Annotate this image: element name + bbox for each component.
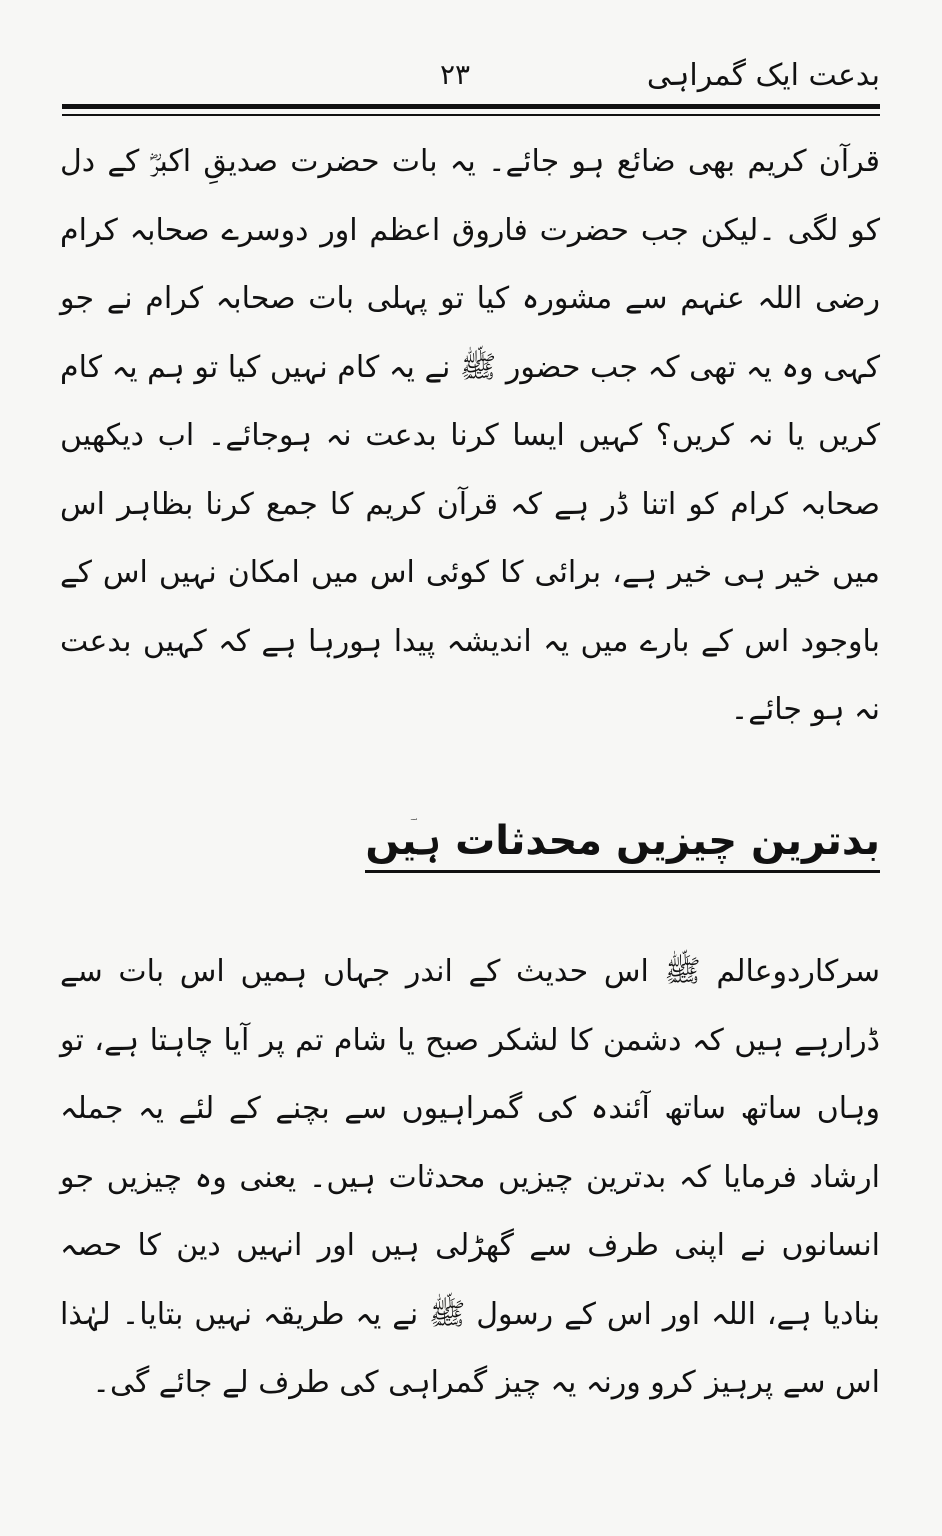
page-number: ۲۳ [440, 58, 471, 91]
book-title: بدعت ایک گمراہی [646, 58, 880, 93]
body-paragraph-1: قرآن کریم بھی ضائع ہو جائے۔ یہ بات حضرت صدیقِ اکبرؓ کے دل کو لگی ۔لیکن جب حضرت فاروق اعظم اور دوسرے صحابہ کرام رضی اللہ عنہم سے مشورہ کیا تو پہلی بات صحابہ کرام نے جو کہی وہ یہ تھی کہ جب حضور ﷺ نے یہ کام نہیں کیا تو ہم یہ کام کریں یا نہ کریں؟ کہیں ایسا کرنا بدعت نہ ہوجائے۔ اب دیکھیں صحابہ کرام کو اتنا ڈر ہے کہ قرآن کریم کا جمع کرنا بظاہر اس میں خیر ہی خیر ہے، برائی کا کوئی اس میں امکان نہیں اس کے باوجود اس کے بارے میں یہ اندیشہ پیدا ہورہا ہے کہ کہیں بدعت نہ ہو جائے۔ [60, 144, 880, 727]
running-header [60, 52, 880, 100]
header-rule-thick [62, 104, 880, 109]
header-rule-thin [62, 114, 880, 116]
body-paragraph-2: سرکاردوعالم ﷺ اس حدیث کے اندر جہاں ہمیں اس بات سے ڈرارہے ہیں کہ دشمن کا لشکر صبح یا شام تم پر آیا چاہتا ہے، تو وہاں ساتھ ساتھ آئندہ کی گمراہیوں سے بچنے کے لئے یہ جملہ ارشاد فرمایا کہ بدترین چیزیں محدثات ہیں۔ یعنی وہ چیزیں جو انسانوں نے اپنی طرف سے گھڑلی ہیں اور انہیں دین کا حصہ بنادیا ہے، اللہ اور اس کے رسول ﷺ نے یہ طریقہ نہیں بتایا۔ لہٰذا اس سے پرہیز کرو ورنہ یہ چیز گمراہی کی طرف لے جائے گی۔ [60, 954, 880, 1400]
section-heading: بدترین چیزیں محدثات ہیں [365, 818, 880, 873]
